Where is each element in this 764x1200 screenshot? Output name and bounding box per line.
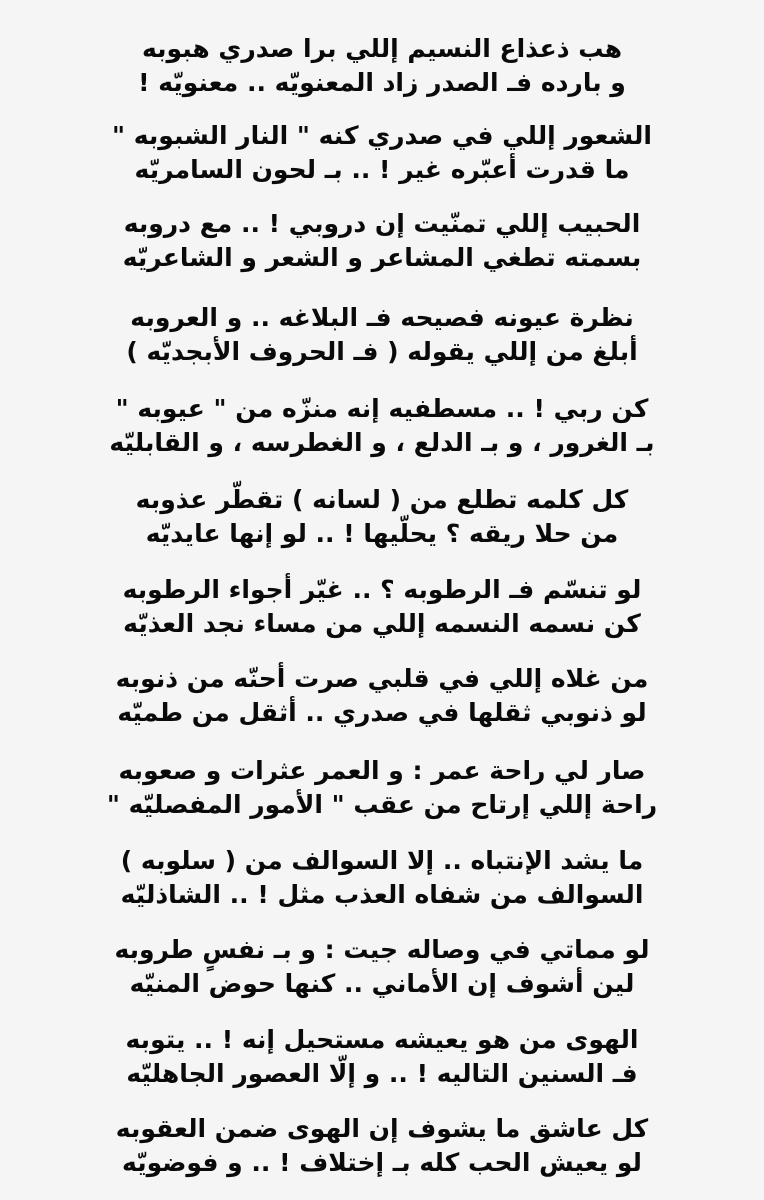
verse-line: من غلاه إللي في قلبي صرت أحنّه من ذنوبه bbox=[115, 664, 649, 693]
verse-line: الهوى من هو يعيشه مستحيل إنه ! .. يتوبه bbox=[125, 1025, 639, 1054]
stanza-9 bbox=[0, 754, 764, 822]
verse-line: السوالف من شفاه العذب مثل ! .. الشاذليّه bbox=[120, 880, 644, 909]
stanza-13 bbox=[0, 1112, 764, 1180]
stanza-1 bbox=[0, 32, 764, 100]
verse-line: نظرة عيونه فصيحه فـ البلاغه .. و العروبه bbox=[130, 303, 634, 332]
verse-line: الحبيب إللي تمنّيت إن دروبي ! .. مع دروبه bbox=[123, 209, 641, 238]
stanza-2 bbox=[0, 119, 764, 187]
stanza-6 bbox=[0, 483, 764, 551]
verse-line: و بارده فـ الصدر زاد المعنويّه .. معنويّه ! bbox=[138, 68, 626, 97]
verse-line: هب ذعذاع النسيم إللي برا صدري هبوبه bbox=[141, 34, 623, 63]
verse-line: صار لي راحة عمر : و العمر عثرات و صعوبه bbox=[118, 756, 646, 785]
stanza-12 bbox=[0, 1023, 764, 1091]
verse-line: فـ السنين التاليه ! .. و إلّا العصور الجاهليّه bbox=[126, 1059, 638, 1088]
stanza-5 bbox=[0, 392, 764, 460]
verse-line: من حلا ريقه ؟ يحلّيها ! .. لو إنها عايديّه bbox=[145, 519, 619, 548]
stanza-8 bbox=[0, 662, 764, 730]
verse-line: أبلغ من إللي يقوله ( فـ الحروف الأبجديّه ) bbox=[126, 337, 638, 366]
verse-line: بـ الغرور ، و بـ الدلع ، و الغطرسه ، و القابليّه bbox=[109, 428, 655, 457]
verse-line: الشعور إللي في صدري كنه " النار الشبوبه " bbox=[112, 121, 652, 150]
stanza-3 bbox=[0, 207, 764, 275]
verse-line: راحة إللي إرتاح من عقب " الأمور المفصليّه " bbox=[106, 790, 658, 819]
verse-line: بسمته تطغي المشاعر و الشعر و الشاعريّه bbox=[122, 243, 642, 272]
verse-line: لو مماتي في وصاله جيت : و بـ نفسٍ طروبه bbox=[114, 935, 650, 964]
verse-line: كل عاشق ما يشوف إن الهوى ضمن العقوبه bbox=[115, 1114, 649, 1143]
verse-line: ما قدرت أعبّره غير ! .. بـ لحون السامريّه bbox=[134, 155, 630, 184]
verse-line: لو ذنوبي ثقلها في صدري .. أثقل من طميّه bbox=[117, 698, 647, 727]
stanza-4 bbox=[0, 301, 764, 369]
verse-line: ما يشد الإنتباه .. إلا السوالف من ( سلوبه ) bbox=[120, 846, 644, 875]
stanza-7 bbox=[0, 573, 764, 641]
verse-line: لو تنسّم فـ الرطوبه ؟ .. غيّر أجواء الرطوبه bbox=[122, 575, 642, 604]
verse-line: لين أشوف إن الأماني .. كنها حوض المنيّه bbox=[129, 969, 635, 998]
verse-line: كل كلمه تطلع من ( لسانه ) تقطّر عذوبه bbox=[135, 485, 629, 514]
stanza-11 bbox=[0, 933, 764, 1001]
verse-line: لو يعيش الحب كله بـ إختلاف ! .. و فوضويّه bbox=[122, 1148, 642, 1177]
verse-line: كن ربي ! .. مسطفيه إنه منزّه من " عيوبه " bbox=[115, 394, 649, 423]
stanza-10 bbox=[0, 844, 764, 912]
verse-line: كن نسمه النسمه إللي من مساء نجد العذيّه bbox=[123, 609, 641, 638]
